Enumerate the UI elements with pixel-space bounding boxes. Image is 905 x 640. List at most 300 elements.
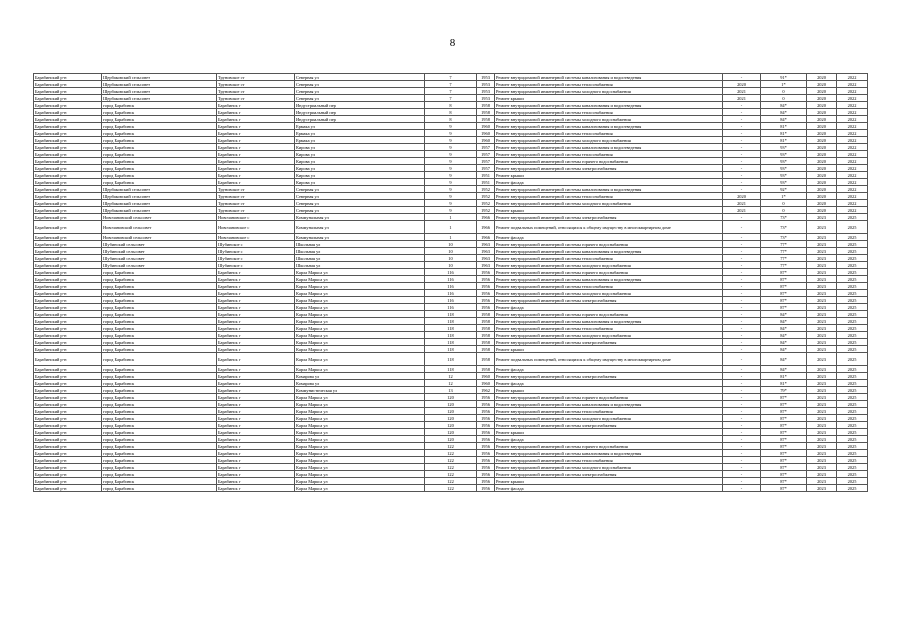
cell-year: 1963: [477, 255, 495, 262]
cell-locality: Барабинск г: [217, 311, 295, 318]
cell-period-start: 2023: [807, 387, 837, 394]
cell-work-type: Ремонт фасада: [495, 366, 723, 373]
cell-work-type: Ремонт внутридомовой инженерной системы канализования и водоотведения: [495, 144, 723, 151]
cell-wear-percent: 73*: [761, 221, 807, 234]
cell-locality: Барабинск г: [217, 339, 295, 346]
cell-locality: Труновское ст: [217, 95, 295, 102]
cell-settlement: город Барабинск: [102, 318, 217, 325]
cell-wear-percent: 87*: [761, 478, 807, 485]
cell-period-start: 2020: [807, 102, 837, 109]
cell-street: Кирова ул: [295, 179, 425, 186]
cell-house: 8: [425, 102, 477, 109]
cell-house: 9: [425, 200, 477, 207]
cell-work-type: Ремонт внутридомовой инженерной системы канализования и водоотведения: [495, 450, 723, 457]
cell-period-start: 2020: [807, 81, 837, 88]
cell-wear-percent: 77*: [761, 241, 807, 248]
works-table: [33, 73, 868, 492]
cell-locality: Барабинск г: [217, 102, 295, 109]
cell-house: 1: [425, 221, 477, 234]
cell-period-start: 2023: [807, 214, 837, 221]
table-row: [34, 450, 868, 457]
cell-street: Кирова ул: [295, 172, 425, 179]
cell-district: Барабинский р-н: [34, 353, 102, 366]
cell-period-start: 2023: [807, 255, 837, 262]
cell-period-start: 2023: [807, 443, 837, 450]
cell-year: 1956: [477, 457, 495, 464]
table-row: [34, 429, 868, 436]
cell-period-end: 2022: [837, 137, 868, 144]
cell-plan-year: -: [723, 436, 761, 443]
cell-year: 1960: [477, 380, 495, 387]
cell-settlement: город Барабинск: [102, 387, 217, 394]
cell-year: 1956: [477, 297, 495, 304]
cell-district: Барабинский р-н: [34, 262, 102, 269]
cell-house: 1: [425, 214, 477, 221]
cell-work-type: Ремонт внутридомовой инженерной системы холодного водоснабжения: [495, 116, 723, 123]
cell-wear-percent: 84*: [761, 353, 807, 366]
cell-house: 10: [425, 262, 477, 269]
cell-period-end: 2025: [837, 234, 868, 241]
table-row: [34, 471, 868, 478]
cell-work-type: Ремонт внутридомовой инженерной системы горячего водоснабжения: [495, 158, 723, 165]
cell-settlement: город Барабинск: [102, 485, 217, 492]
cell-house: 8: [425, 116, 477, 123]
cell-locality: Барабинск г: [217, 325, 295, 332]
cell-wear-percent: 81*: [761, 137, 807, 144]
cell-year: 1956: [477, 436, 495, 443]
cell-district: Барабинский р-н: [34, 408, 102, 415]
cell-work-type: Ремонт крыши: [495, 207, 723, 214]
cell-period-start: 2023: [807, 262, 837, 269]
cell-district: Барабинский р-н: [34, 366, 102, 373]
cell-district: Барабинский р-н: [34, 485, 102, 492]
cell-district: Барабинский р-н: [34, 234, 102, 241]
cell-plan-year: -: [723, 464, 761, 471]
cell-plan-year: -: [723, 478, 761, 485]
cell-district: Барабинский р-н: [34, 172, 102, 179]
table-row: [34, 415, 868, 422]
cell-street: Карла Маркса ул: [295, 443, 425, 450]
cell-year: 1956: [477, 290, 495, 297]
cell-period-end: 2022: [837, 158, 868, 165]
table-row: [34, 172, 868, 179]
cell-wear-percent: 0: [761, 200, 807, 207]
cell-plan-year: -: [723, 297, 761, 304]
table-row: [34, 436, 868, 443]
cell-plan-year: -: [723, 74, 761, 81]
cell-period-start: 2020: [807, 193, 837, 200]
table-row: [34, 283, 868, 290]
cell-work-type: Ремонт внутридомовой инженерной системы холодного водоснабжения: [495, 262, 723, 269]
cell-settlement: город Барабинск: [102, 380, 217, 387]
cell-settlement: город Барабинск: [102, 137, 217, 144]
cell-work-type: Ремонт внутридомовой инженерной системы холодного водоснабжения: [495, 332, 723, 339]
cell-wear-percent: 84*: [761, 339, 807, 346]
cell-year: 1966: [477, 214, 495, 221]
cell-district: Барабинский р-н: [34, 436, 102, 443]
table-row: [34, 332, 868, 339]
cell-period-end: 2025: [837, 415, 868, 422]
cell-house: 9: [425, 172, 477, 179]
table-row: [34, 186, 868, 193]
cell-locality: Барабинск г: [217, 485, 295, 492]
cell-street: Северная ул: [295, 186, 425, 193]
cell-locality: Барабинск г: [217, 380, 295, 387]
cell-district: Барабинский р-н: [34, 415, 102, 422]
cell-wear-percent: 84*: [761, 325, 807, 332]
cell-house: 120: [425, 436, 477, 443]
cell-street: Карла Маркса ул: [295, 276, 425, 283]
cell-year: 1957: [477, 151, 495, 158]
cell-period-start: 2020: [807, 144, 837, 151]
cell-locality: Барабинск г: [217, 415, 295, 422]
cell-period-end: 2025: [837, 297, 868, 304]
cell-district: Барабинский р-н: [34, 221, 102, 234]
cell-street: Школьная ул: [295, 248, 425, 255]
cell-wear-percent: 87*: [761, 415, 807, 422]
cell-wear-percent: 87*: [761, 297, 807, 304]
cell-district: Барабинский р-н: [34, 401, 102, 408]
cell-street: Школьная ул: [295, 241, 425, 248]
cell-settlement: город Барабинск: [102, 276, 217, 283]
cell-year: 1956: [477, 478, 495, 485]
cell-period-start: 2020: [807, 123, 837, 130]
cell-settlement: Щербаковский сельсовет: [102, 88, 217, 95]
cell-period-end: 2022: [837, 172, 868, 179]
cell-district: Барабинский р-н: [34, 269, 102, 276]
cell-period-end: 2025: [837, 262, 868, 269]
cell-period-start: 2023: [807, 269, 837, 276]
cell-wear-percent: 87*: [761, 485, 807, 492]
table-row: [34, 346, 868, 353]
cell-work-type: Ремонт крыши: [495, 346, 723, 353]
cell-work-type: Ремонт внутридомовой инженерной системы канализования и водоотведения: [495, 186, 723, 193]
cell-plan-year: -: [723, 429, 761, 436]
cell-house: 10: [425, 248, 477, 255]
table-row: [34, 255, 868, 262]
cell-period-end: 2025: [837, 408, 868, 415]
table-row: [34, 179, 868, 186]
cell-locality: Труновское ст: [217, 81, 295, 88]
works-table-container: [33, 73, 867, 492]
cell-work-type: Ремонт подвальных помещений, относящихся к общему имуществу в многоквартирном доме: [495, 221, 723, 234]
cell-year: 1956: [477, 485, 495, 492]
cell-settlement: город Барабинск: [102, 325, 217, 332]
cell-district: Барабинский р-н: [34, 283, 102, 290]
table-row: [34, 221, 868, 234]
cell-year: 1957: [477, 158, 495, 165]
cell-street: Коммунальная ул: [295, 221, 425, 234]
cell-year: 1956: [477, 429, 495, 436]
cell-period-start: 2023: [807, 450, 837, 457]
cell-settlement: Щербаковский сельсовет: [102, 193, 217, 200]
cell-wear-percent: 87*: [761, 429, 807, 436]
cell-plan-year: -: [723, 311, 761, 318]
cell-work-type: Ремонт внутридомовой инженерной системы электроснабжения: [495, 422, 723, 429]
cell-street: Ермака ул: [295, 137, 425, 144]
cell-period-end: 2025: [837, 450, 868, 457]
cell-plan-year: -: [723, 283, 761, 290]
cell-plan-year: -: [723, 123, 761, 130]
cell-locality: Барабинск г: [217, 109, 295, 116]
cell-wear-percent: 87*: [761, 471, 807, 478]
cell-settlement: Щербаковский сельсовет: [102, 74, 217, 81]
cell-wear-percent: 81*: [761, 380, 807, 387]
cell-year: 1956: [477, 276, 495, 283]
table-row: [34, 214, 868, 221]
cell-period-end: 2022: [837, 151, 868, 158]
cell-street: Карла Маркса ул: [295, 283, 425, 290]
cell-plan-year: -: [723, 408, 761, 415]
cell-street: Кирова ул: [295, 165, 425, 172]
table-row: [34, 144, 868, 151]
table-row: [34, 485, 868, 492]
cell-house: 116: [425, 276, 477, 283]
cell-year: 1957: [477, 165, 495, 172]
cell-period-end: 2025: [837, 214, 868, 221]
cell-locality: Барабинск г: [217, 408, 295, 415]
cell-period-end: 2025: [837, 457, 868, 464]
cell-period-end: 2025: [837, 471, 868, 478]
cell-settlement: город Барабинск: [102, 179, 217, 186]
cell-wear-percent: 1*: [761, 81, 807, 88]
cell-district: Барабинский р-н: [34, 144, 102, 151]
cell-work-type: Ремонт внутридомовой инженерной системы теплоснабжения: [495, 457, 723, 464]
cell-locality: Барабинск г: [217, 429, 295, 436]
cell-wear-percent: 73*: [761, 214, 807, 221]
cell-plan-year: -: [723, 373, 761, 380]
table-row: [34, 380, 868, 387]
cell-plan-year: -: [723, 290, 761, 297]
cell-house: 118: [425, 339, 477, 346]
cell-house: 118: [425, 318, 477, 325]
cell-work-type: Ремонт внутридомовой инженерной системы холодного водоснабжения: [495, 415, 723, 422]
cell-wear-percent: 93*: [761, 165, 807, 172]
table-row: [34, 457, 868, 464]
cell-locality: Шубинское с: [217, 241, 295, 248]
cell-settlement: Щербаковский сельсовет: [102, 95, 217, 102]
cell-year: 1966: [477, 234, 495, 241]
cell-year: 1958: [477, 353, 495, 366]
table-row: [34, 234, 868, 241]
cell-plan-year: -: [723, 102, 761, 109]
cell-work-type: Ремонт внутридомовой инженерной системы холодного водоснабжения: [495, 88, 723, 95]
cell-house: 12: [425, 380, 477, 387]
cell-wear-percent: 0: [761, 207, 807, 214]
table-row: [34, 165, 868, 172]
cell-settlement: город Барабинск: [102, 304, 217, 311]
cell-work-type: Ремонт внутридомовой инженерной системы электроснабжения: [495, 297, 723, 304]
cell-year: 1951: [477, 172, 495, 179]
cell-street: Северная ул: [295, 95, 425, 102]
cell-settlement: Новочановский сельсовет: [102, 221, 217, 234]
cell-work-type: Ремонт внутридомовой инженерной системы теплоснабжения: [495, 325, 723, 332]
cell-locality: Барабинск г: [217, 332, 295, 339]
cell-district: Барабинский р-н: [34, 422, 102, 429]
cell-year: 1958: [477, 366, 495, 373]
cell-settlement: Новочановский сельсовет: [102, 234, 217, 241]
table-row: [34, 193, 868, 200]
cell-work-type: Ремонт внутридомовой инженерной системы горячего водоснабжения: [495, 443, 723, 450]
table-row: [34, 443, 868, 450]
cell-district: Барабинский р-н: [34, 471, 102, 478]
cell-district: Барабинский р-н: [34, 193, 102, 200]
cell-settlement: город Барабинск: [102, 346, 217, 353]
cell-wear-percent: 84*: [761, 346, 807, 353]
cell-work-type: Ремонт внутридомовой инженерной системы канализования и водоотведения: [495, 123, 723, 130]
cell-house: 120: [425, 422, 477, 429]
cell-period-end: 2025: [837, 304, 868, 311]
table-row: [34, 394, 868, 401]
cell-street: Индустриальный пер: [295, 102, 425, 109]
cell-plan-year: 2020: [723, 193, 761, 200]
cell-period-end: 2025: [837, 429, 868, 436]
cell-period-end: 2025: [837, 401, 868, 408]
cell-period-start: 2020: [807, 137, 837, 144]
cell-year: 1951: [477, 179, 495, 186]
cell-plan-year: -: [723, 109, 761, 116]
cell-locality: Барабинск г: [217, 436, 295, 443]
cell-street: Карла Маркса ул: [295, 311, 425, 318]
cell-year: 1956: [477, 304, 495, 311]
cell-wear-percent: 84*: [761, 116, 807, 123]
cell-locality: Барабинск г: [217, 304, 295, 311]
cell-period-start: 2020: [807, 179, 837, 186]
cell-period-end: 2022: [837, 116, 868, 123]
cell-period-end: 2025: [837, 443, 868, 450]
cell-wear-percent: 93*: [761, 151, 807, 158]
cell-year: 1960: [477, 373, 495, 380]
cell-street: Карла Маркса ул: [295, 346, 425, 353]
cell-period-end: 2025: [837, 318, 868, 325]
cell-street: Ермака ул: [295, 123, 425, 130]
cell-house: 118: [425, 366, 477, 373]
cell-settlement: Щербаковский сельсовет: [102, 200, 217, 207]
cell-period-start: 2023: [807, 304, 837, 311]
cell-street: Карла Маркса ул: [295, 464, 425, 471]
cell-house: 7: [425, 95, 477, 102]
cell-street: Школьная ул: [295, 262, 425, 269]
cell-period-end: 2022: [837, 88, 868, 95]
cell-period-end: 2025: [837, 464, 868, 471]
cell-year: 1958: [477, 109, 495, 116]
cell-house: 9: [425, 186, 477, 193]
cell-house: 9: [425, 144, 477, 151]
cell-wear-percent: 87*: [761, 408, 807, 415]
cell-house: 118: [425, 353, 477, 366]
cell-work-type: Ремонт фасада: [495, 485, 723, 492]
cell-district: Барабинский р-н: [34, 179, 102, 186]
table-row: [34, 95, 868, 102]
cell-street: Карла Маркса ул: [295, 318, 425, 325]
table-body: [34, 74, 868, 492]
cell-year: 1963: [477, 248, 495, 255]
cell-period-end: 2025: [837, 311, 868, 318]
cell-period-end: 2025: [837, 394, 868, 401]
cell-period-end: 2025: [837, 332, 868, 339]
cell-period-start: 2023: [807, 478, 837, 485]
cell-locality: Барабинск г: [217, 290, 295, 297]
cell-street: Северная ул: [295, 81, 425, 88]
cell-district: Барабинский р-н: [34, 290, 102, 297]
cell-period-end: 2022: [837, 74, 868, 81]
cell-district: Барабинский р-н: [34, 373, 102, 380]
cell-house: 9: [425, 207, 477, 214]
cell-house: 122: [425, 443, 477, 450]
cell-period-start: 2023: [807, 339, 837, 346]
table-row: [34, 123, 868, 130]
cell-year: 1956: [477, 464, 495, 471]
cell-district: Барабинский р-н: [34, 137, 102, 144]
cell-house: 9: [425, 179, 477, 186]
cell-wear-percent: 93*: [761, 158, 807, 165]
cell-year: 1952: [477, 200, 495, 207]
cell-settlement: город Барабинск: [102, 339, 217, 346]
cell-period-start: 2020: [807, 165, 837, 172]
table-row: [34, 339, 868, 346]
table-row: [34, 297, 868, 304]
cell-plan-year: -: [723, 130, 761, 137]
cell-house: 122: [425, 471, 477, 478]
cell-house: 118: [425, 311, 477, 318]
cell-period-end: 2025: [837, 248, 868, 255]
cell-work-type: Ремонт внутридомовой инженерной системы горячего водоснабжения: [495, 394, 723, 401]
cell-plan-year: -: [723, 221, 761, 234]
cell-locality: Барабинск г: [217, 283, 295, 290]
cell-locality: Барабинск г: [217, 151, 295, 158]
cell-house: 9: [425, 158, 477, 165]
cell-district: Барабинский р-н: [34, 332, 102, 339]
cell-wear-percent: 93*: [761, 172, 807, 179]
cell-year: 1966: [477, 221, 495, 234]
cell-wear-percent: 81*: [761, 130, 807, 137]
cell-settlement: Щербаковский сельсовет: [102, 81, 217, 88]
cell-street: Северная ул: [295, 193, 425, 200]
cell-plan-year: -: [723, 262, 761, 269]
cell-period-start: 2020: [807, 151, 837, 158]
table-row: [34, 200, 868, 207]
cell-locality: Барабинск г: [217, 464, 295, 471]
cell-settlement: город Барабинск: [102, 172, 217, 179]
cell-house: 122: [425, 464, 477, 471]
cell-settlement: Щербаковский сельсовет: [102, 186, 217, 193]
cell-house: 10: [425, 255, 477, 262]
cell-house: 9: [425, 137, 477, 144]
cell-plan-year: -: [723, 380, 761, 387]
cell-street: Карла Маркса ул: [295, 290, 425, 297]
cell-year: 1963: [477, 241, 495, 248]
cell-street: Коммунальная ул: [295, 234, 425, 241]
cell-plan-year: -: [723, 471, 761, 478]
cell-plan-year: -: [723, 366, 761, 373]
cell-period-start: 2020: [807, 130, 837, 137]
cell-wear-percent: 79*: [761, 387, 807, 394]
cell-period-end: 2025: [837, 325, 868, 332]
cell-wear-percent: 87*: [761, 443, 807, 450]
cell-plan-year: 2021: [723, 200, 761, 207]
cell-period-start: 2023: [807, 318, 837, 325]
cell-settlement: город Барабинск: [102, 123, 217, 130]
cell-plan-year: -: [723, 457, 761, 464]
cell-district: Барабинский р-н: [34, 380, 102, 387]
cell-work-type: Ремонт фасада: [495, 380, 723, 387]
cell-work-type: Ремонт подвальных помещений, относящихся к общему имуществу в многоквартирном доме: [495, 353, 723, 366]
cell-work-type: Ремонт фасада: [495, 179, 723, 186]
cell-house: 9: [425, 151, 477, 158]
cell-house: 12: [425, 373, 477, 380]
cell-district: Барабинский р-н: [34, 165, 102, 172]
cell-street: Карла Маркса ул: [295, 436, 425, 443]
